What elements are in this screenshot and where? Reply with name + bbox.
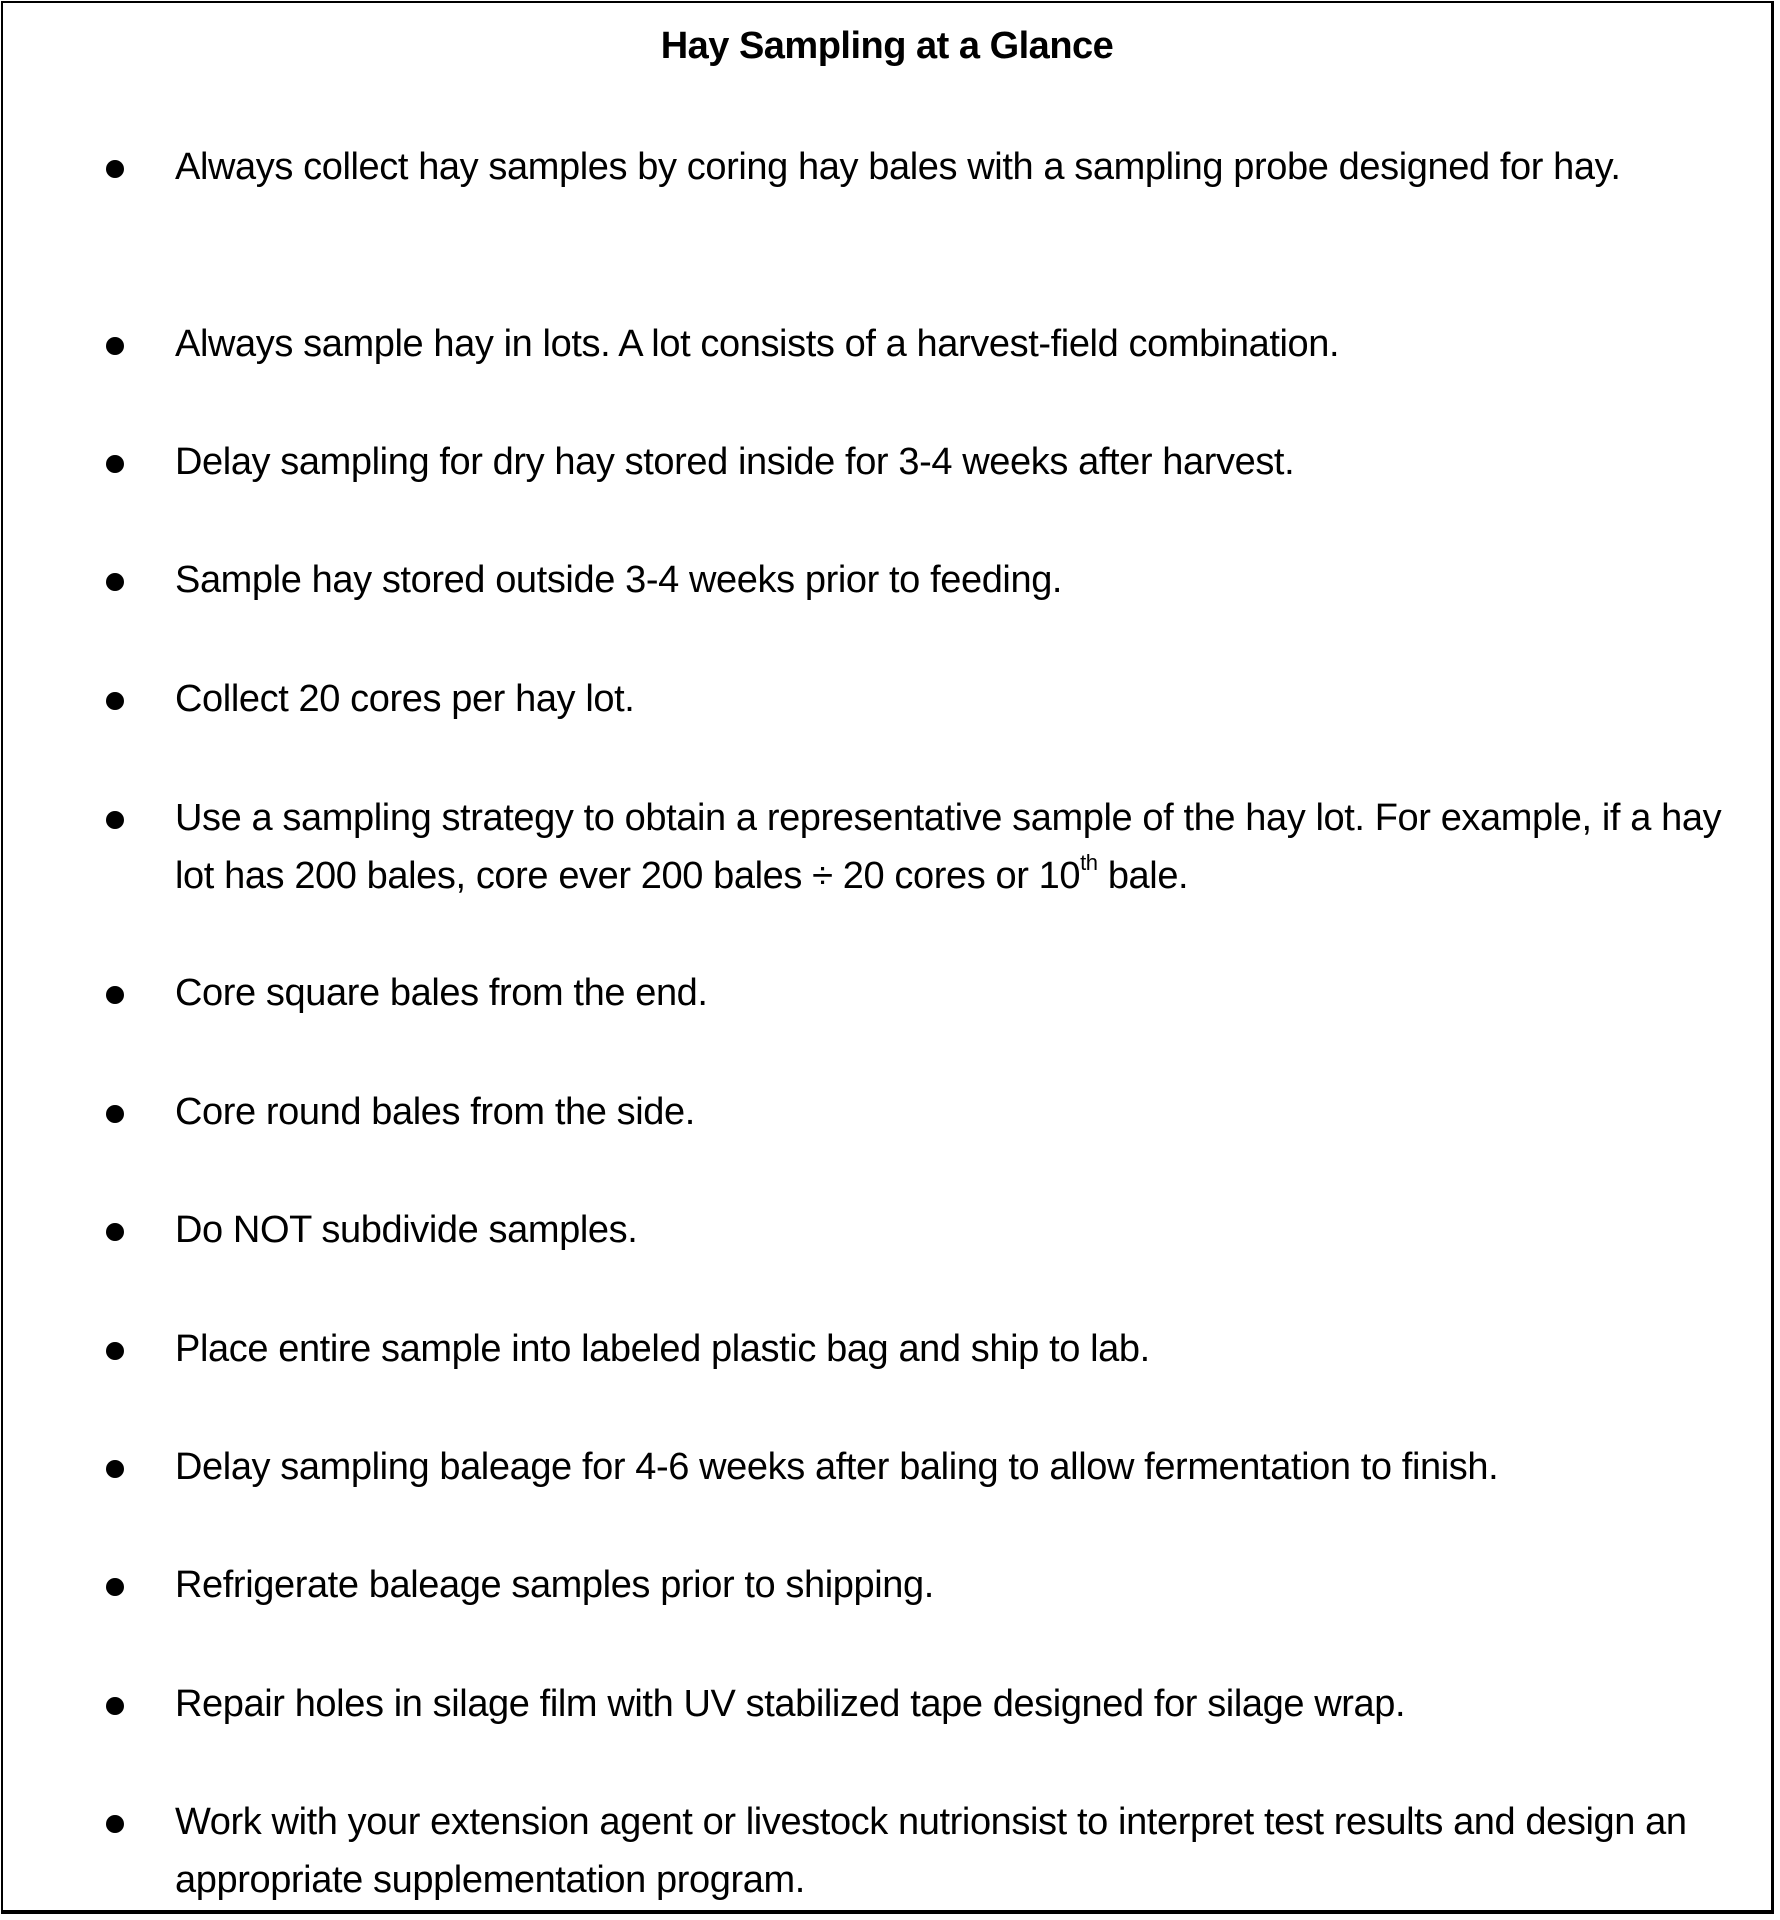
bullet-icon	[106, 1105, 124, 1123]
bullet-icon	[106, 811, 124, 829]
list-item-text: Place entire sample into labeled plastic bag and ship to lab.	[175, 1328, 1150, 1370]
list-item-text: Delay sampling baleage for 4-6 weeks after baling to allow fermentation to finish.	[175, 1446, 1499, 1488]
list-item-text: Do NOT subdivide samples.	[175, 1209, 638, 1251]
list-item-text: Repair holes in silage film with UV stabilized tape designed for silage wrap.	[175, 1683, 1406, 1725]
bullet-icon	[106, 160, 124, 178]
document-title: Hay Sampling at a Glance	[660, 25, 1114, 67]
list-item-text: Core round bales from the side.	[175, 1091, 695, 1133]
bullet-icon	[106, 1697, 124, 1715]
bullet-icon	[106, 337, 124, 355]
bullet-icon	[106, 1342, 124, 1360]
list-item-text: Collect 20 cores per hay lot.	[175, 678, 635, 720]
bullet-icon	[106, 692, 124, 710]
list-item-text: Always sample hay in lots. A lot consists of a harvest-field combination.	[175, 323, 1340, 365]
bullet-icon	[106, 573, 124, 591]
list-item-text: Refrigerate baleage samples prior to shipping.	[175, 1564, 934, 1606]
bullet-icon	[106, 1578, 124, 1596]
bullet-icon	[106, 455, 124, 473]
bullet-icon	[106, 986, 124, 1004]
bullet-icon	[106, 1223, 124, 1241]
superscript-ordinal: th	[1080, 850, 1098, 875]
document-frame	[1, 1, 1774, 1914]
list-item-text: Sample hay stored outside 3-4 weeks prior to feeding.	[175, 559, 1063, 601]
list-item-text-main: Use a sampling strategy to obtain a representative sample of the hay lot. For example, if a hay lot has 200 bales, core ever 200 bales ÷ 20 cores or 10	[175, 797, 1722, 897]
list-item-text	[175, 789, 1731, 905]
bullet-icon	[106, 1815, 124, 1833]
list-item-text: Always collect hay samples by coring hay bales with a sampling probe designed for hay.	[175, 146, 1621, 188]
list-item-text-tail: bale.	[1097, 855, 1189, 897]
bullet-icon	[106, 1460, 124, 1478]
list-item-text: Core square bales from the end.	[175, 972, 708, 1014]
list-item-text: Delay sampling for dry hay stored inside for 3-4 weeks after harvest.	[175, 441, 1295, 483]
list-item-text: Work with your extension agent or livestock nutrionsist to interpret test results and design an appropriate supplementation program.	[175, 1801, 1687, 1901]
